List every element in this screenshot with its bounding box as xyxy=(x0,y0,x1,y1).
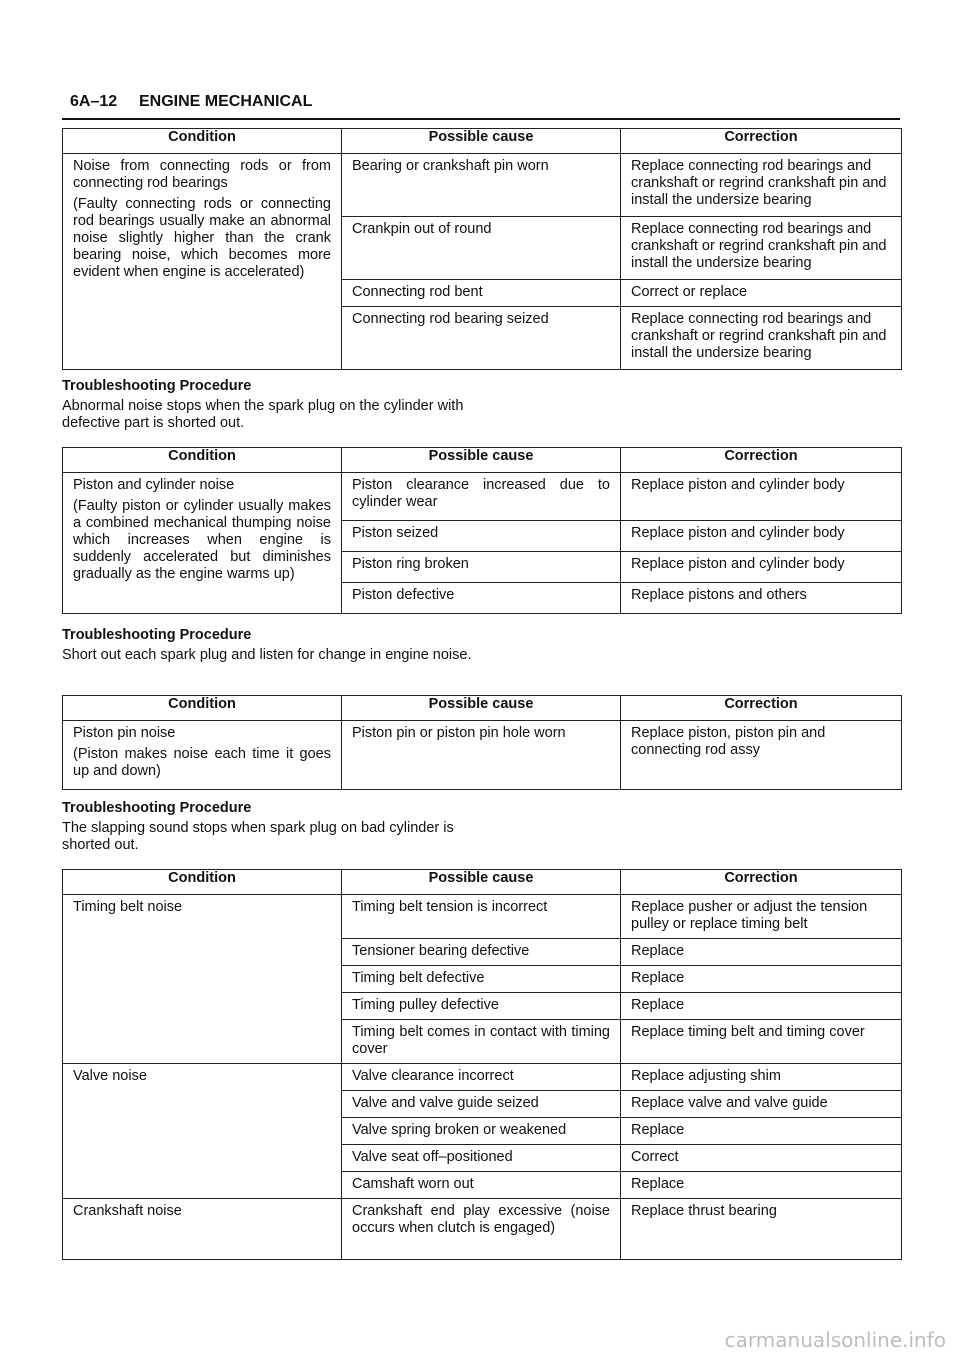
table-row xyxy=(63,1199,902,1260)
cause-cell: Connecting rod bearing seized xyxy=(342,307,621,370)
procedure-title: Troubleshooting Procedure xyxy=(62,378,252,394)
correction-cell: Replace valve and valve guide xyxy=(621,1091,902,1118)
correction-cell: Replace connecting rod bearings and crankshaft or regrind crankshaft pin and install the undersize bearing xyxy=(621,307,902,370)
correction-cell: Replace adjusting shim xyxy=(621,1064,902,1091)
cause-cell: Valve and valve guide seized xyxy=(342,1091,621,1118)
cause-cell: Piston defective xyxy=(342,583,621,614)
procedure-title: Troubleshooting Procedure xyxy=(62,627,252,643)
cause-cell: Crankpin out of round xyxy=(342,217,621,280)
watermark-text: carmanualsonline.info xyxy=(724,1328,946,1352)
correction-cell: Replace piston, piston pin and connecting rod assy xyxy=(621,721,902,790)
cause-cell: Piston seized xyxy=(342,521,621,552)
cause-cell: Piston clearance increased due to cylinder wear xyxy=(342,473,621,521)
troubleshooting-table-timing-valve-crankshaft xyxy=(62,869,902,1260)
correction-cell: Replace connecting rod bearings and crankshaft or regrind crankshaft pin and install the undersize bearing xyxy=(621,154,902,217)
column-header-correction: Correction xyxy=(621,696,902,721)
condition-text: Piston pin noise xyxy=(73,725,176,741)
cause-cell: Valve seat off–positioned xyxy=(342,1145,621,1172)
cause-cell: Bearing or crankshaft pin worn xyxy=(342,154,621,217)
condition-text: Piston and cylinder noise xyxy=(73,477,235,493)
troubleshooting-table-piston-cylinder xyxy=(62,447,902,614)
troubleshooting-procedure-1 xyxy=(62,378,482,432)
correction-cell: Correct xyxy=(621,1145,902,1172)
cause-cell: Timing belt defective xyxy=(342,966,621,993)
column-header-correction: Correction xyxy=(621,448,902,473)
procedure-text: Abnormal noise stops when the spark plug on the cylinder with defective part is shorted out. xyxy=(62,398,464,431)
correction-cell: Correct or replace xyxy=(621,280,902,307)
correction-cell: Replace piston and cylinder body xyxy=(621,521,902,552)
table-header-row xyxy=(63,129,902,154)
cause-cell: Piston pin or piston pin hole worn xyxy=(342,721,621,790)
cause-cell: Connecting rod bent xyxy=(342,280,621,307)
page-number: 6A–12 xyxy=(70,93,118,110)
page-header xyxy=(62,88,900,120)
correction-cell: Replace connecting rod bearings and crankshaft or regrind crankshaft pin and install the undersize bearing xyxy=(621,217,902,280)
cause-cell: Timing belt comes in contact with timing cover xyxy=(342,1020,621,1064)
column-header-condition: Condition xyxy=(63,448,342,473)
table-row xyxy=(63,1064,902,1091)
column-header-cause: Possible cause xyxy=(342,448,621,473)
correction-cell: Replace piston and cylinder body xyxy=(621,473,902,521)
cause-cell: Timing belt tension is incorrect xyxy=(342,895,621,939)
cause-cell: Piston ring broken xyxy=(342,552,621,583)
cause-cell: Valve clearance incorrect xyxy=(342,1064,621,1091)
condition-cell: Timing belt noise xyxy=(63,895,342,1064)
table-header-row xyxy=(63,448,902,473)
column-header-condition: Condition xyxy=(63,696,342,721)
procedure-title: Troubleshooting Procedure xyxy=(62,800,252,816)
condition-cell xyxy=(63,154,342,370)
column-header-condition: Condition xyxy=(63,129,342,154)
condition-cell: Valve noise xyxy=(63,1064,342,1199)
table-row xyxy=(63,154,902,217)
correction-cell: Replace piston and cylinder body xyxy=(621,552,902,583)
cause-cell: Crankshaft end play excessive (noise occurs when clutch is engaged) xyxy=(342,1199,621,1260)
cause-cell: Tensioner bearing defective xyxy=(342,939,621,966)
page-title: ENGINE MECHANICAL xyxy=(139,93,313,110)
condition-cell: Crankshaft noise xyxy=(63,1199,342,1260)
cause-cell: Timing pulley defective xyxy=(342,993,621,1020)
correction-cell: Replace xyxy=(621,939,902,966)
condition-text: Noise from connecting rods or from connecting rod bearings xyxy=(73,158,331,191)
procedure-text: Short out each spark plug and listen for change in engine noise. xyxy=(62,647,472,663)
correction-cell: Replace thrust bearing xyxy=(621,1199,902,1260)
correction-cell: Replace xyxy=(621,1118,902,1145)
table-row xyxy=(63,895,902,939)
correction-cell: Replace pistons and others xyxy=(621,583,902,614)
correction-cell: Replace xyxy=(621,966,902,993)
correction-cell: Replace xyxy=(621,993,902,1020)
troubleshooting-procedure-2 xyxy=(62,627,482,664)
cause-cell: Camshaft worn out xyxy=(342,1172,621,1199)
condition-note: (Faulty piston or cylinder usually makes a combined mechanical thumping noise which increases when engine is suddenly accelerated but diminishes gradually as the engine warms up) xyxy=(73,498,331,582)
troubleshooting-table-piston-pin xyxy=(62,695,902,790)
troubleshooting-procedure-3 xyxy=(62,800,482,854)
table-row xyxy=(63,473,902,521)
table-row xyxy=(63,721,902,790)
column-header-correction: Correction xyxy=(621,870,902,895)
cause-cell: Valve spring broken or weakened xyxy=(342,1118,621,1145)
condition-cell xyxy=(63,721,342,790)
troubleshooting-table-connecting-rod xyxy=(62,128,902,370)
column-header-cause: Possible cause xyxy=(342,696,621,721)
table-header-row xyxy=(63,870,902,895)
condition-cell xyxy=(63,473,342,614)
correction-cell: Replace pusher or adjust the tension pulley or replace timing belt xyxy=(621,895,902,939)
column-header-cause: Possible cause xyxy=(342,129,621,154)
correction-cell: Replace xyxy=(621,1172,902,1199)
column-header-correction: Correction xyxy=(621,129,902,154)
column-header-condition: Condition xyxy=(63,870,342,895)
table-header-row xyxy=(63,696,902,721)
correction-cell: Replace timing belt and timing cover xyxy=(621,1020,902,1064)
condition-note: (Piston makes noise each time it goes up and down) xyxy=(73,746,331,779)
procedure-text: The slapping sound stops when spark plug on bad cylinder is shorted out. xyxy=(62,820,454,853)
condition-note: (Faulty connecting rods or connecting rod bearings usually make an abnormal noise slightly higher than the crank bearing noise, which becomes more evident when engine is accelerated) xyxy=(73,196,331,280)
column-header-cause: Possible cause xyxy=(342,870,621,895)
